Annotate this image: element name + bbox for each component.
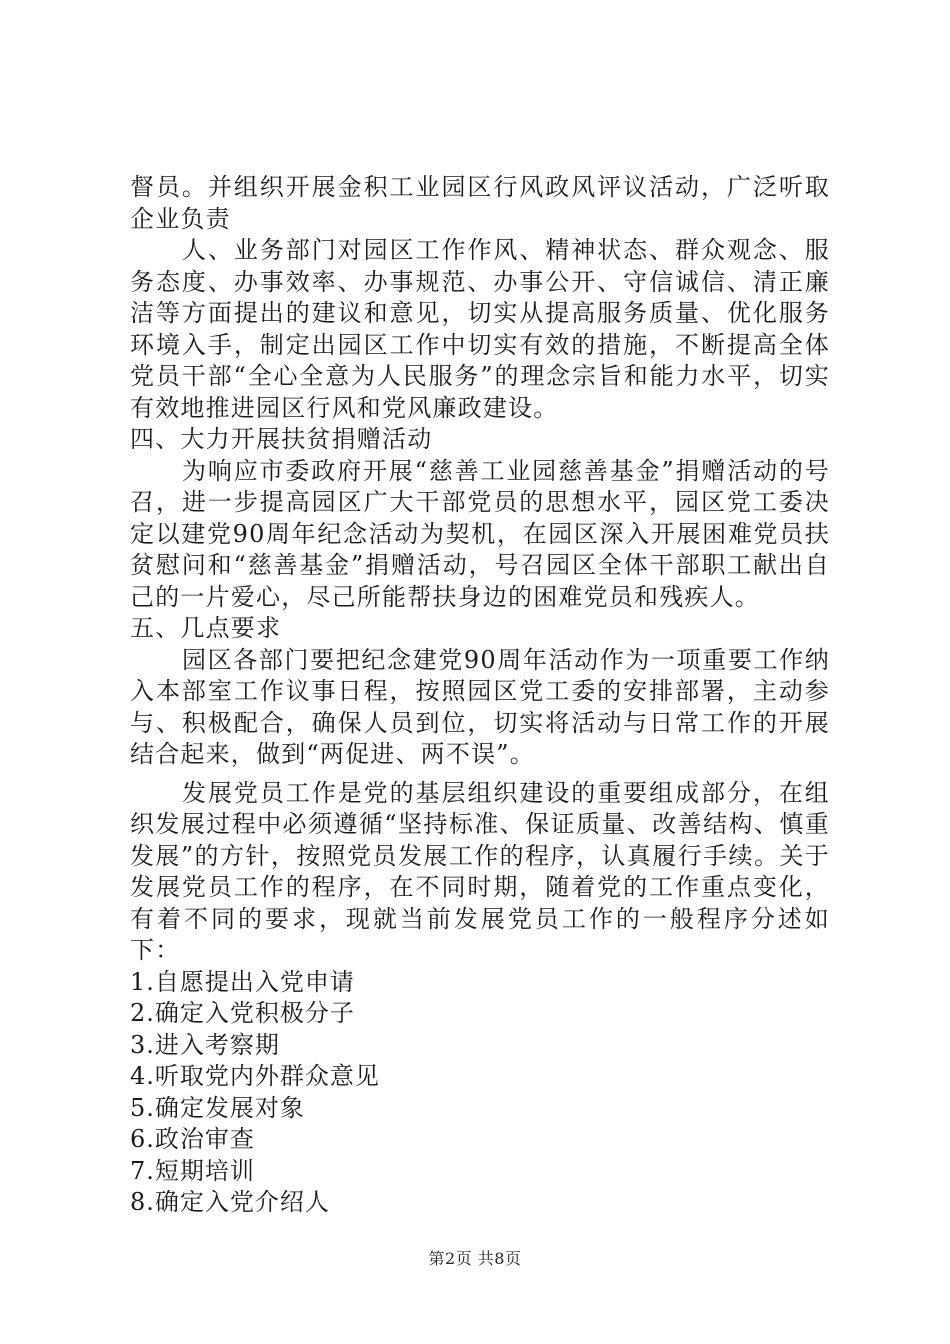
list-item: 4.听取党内外群众意见: [130, 1062, 380, 1090]
section-heading: 五、几点要求: [130, 614, 282, 642]
paragraph: 发展党员工作是党的基层组织建设的重要组成部分，在组织发展过程中必须遵循“坚持标准、保证质量、改善结构、慎重发展”的方针，按照党员发展工作的程序，认真履行手续。关于发展党员工作的程序，在不同时期，随着党的工作重点变化，有着不同的要求，现就当前发展党员工作的一般程序分述如下：: [130, 778, 830, 964]
paragraph: 为响应市委政府开展“慈善工业园慈善基金”捐赠活动的号召，进一步提高园区广大干部党员的思想水平，园区党工委决定以建党90周年纪念活动为契机，在园区深入开展困难党员扶贫慰问和“慈善基金”捐赠活动，号召园区全体干部职工献出自己的一片爱心，尽己所能帮扶身边的困难党员和残疾人。: [130, 456, 830, 611]
list-item: 5.确定发展对象: [130, 1093, 305, 1122]
paragraph: 人、业务部门对园区工作作风、精神状态、群众观念、服务态度、办事效率、办事规范、办事公开、守信诚信、清正廉洁等方面提出的建议和意见，切实从提高服务质量、优化服务环境入手，制定出园区工作中切实有效的措施，不断提高全体党员干部“全心全意为人民服务”的理念宗旨和能力水平，切实有效地推进园区行风和党风廉政建设。: [130, 236, 830, 422]
document-body: [130, 172, 830, 1219]
paragraph: 园区各部门要把纪念建党90周年活动作为一项重要工作纳入本部室工作议事日程，按照园区党工委的安排部署，主动参与、积极配合，确保人员到位，切实将活动与日常工作的开展结合起来，做到“两促进、两不误”。: [130, 645, 830, 768]
page-indicator: 第2页 共8页: [428, 1249, 522, 1268]
section-heading: 四、大力开展扶贫捐赠活动: [130, 425, 433, 453]
list-item: 1.自愿提出入党申请: [130, 967, 355, 996]
list-item: 6.政治审查: [130, 1125, 255, 1153]
paragraph: 督员。并组织开展金积工业园区行风政风评议活动，广泛听取企业负责: [130, 173, 830, 233]
list-item: 8.确定入党介绍人: [130, 1188, 330, 1216]
page-footer: [0, 1246, 950, 1269]
list-item: 3.进入考察期: [130, 1030, 280, 1059]
list-item: 2.确定入党积极分子: [130, 999, 355, 1027]
list-item: 7.短期培训: [130, 1156, 255, 1185]
